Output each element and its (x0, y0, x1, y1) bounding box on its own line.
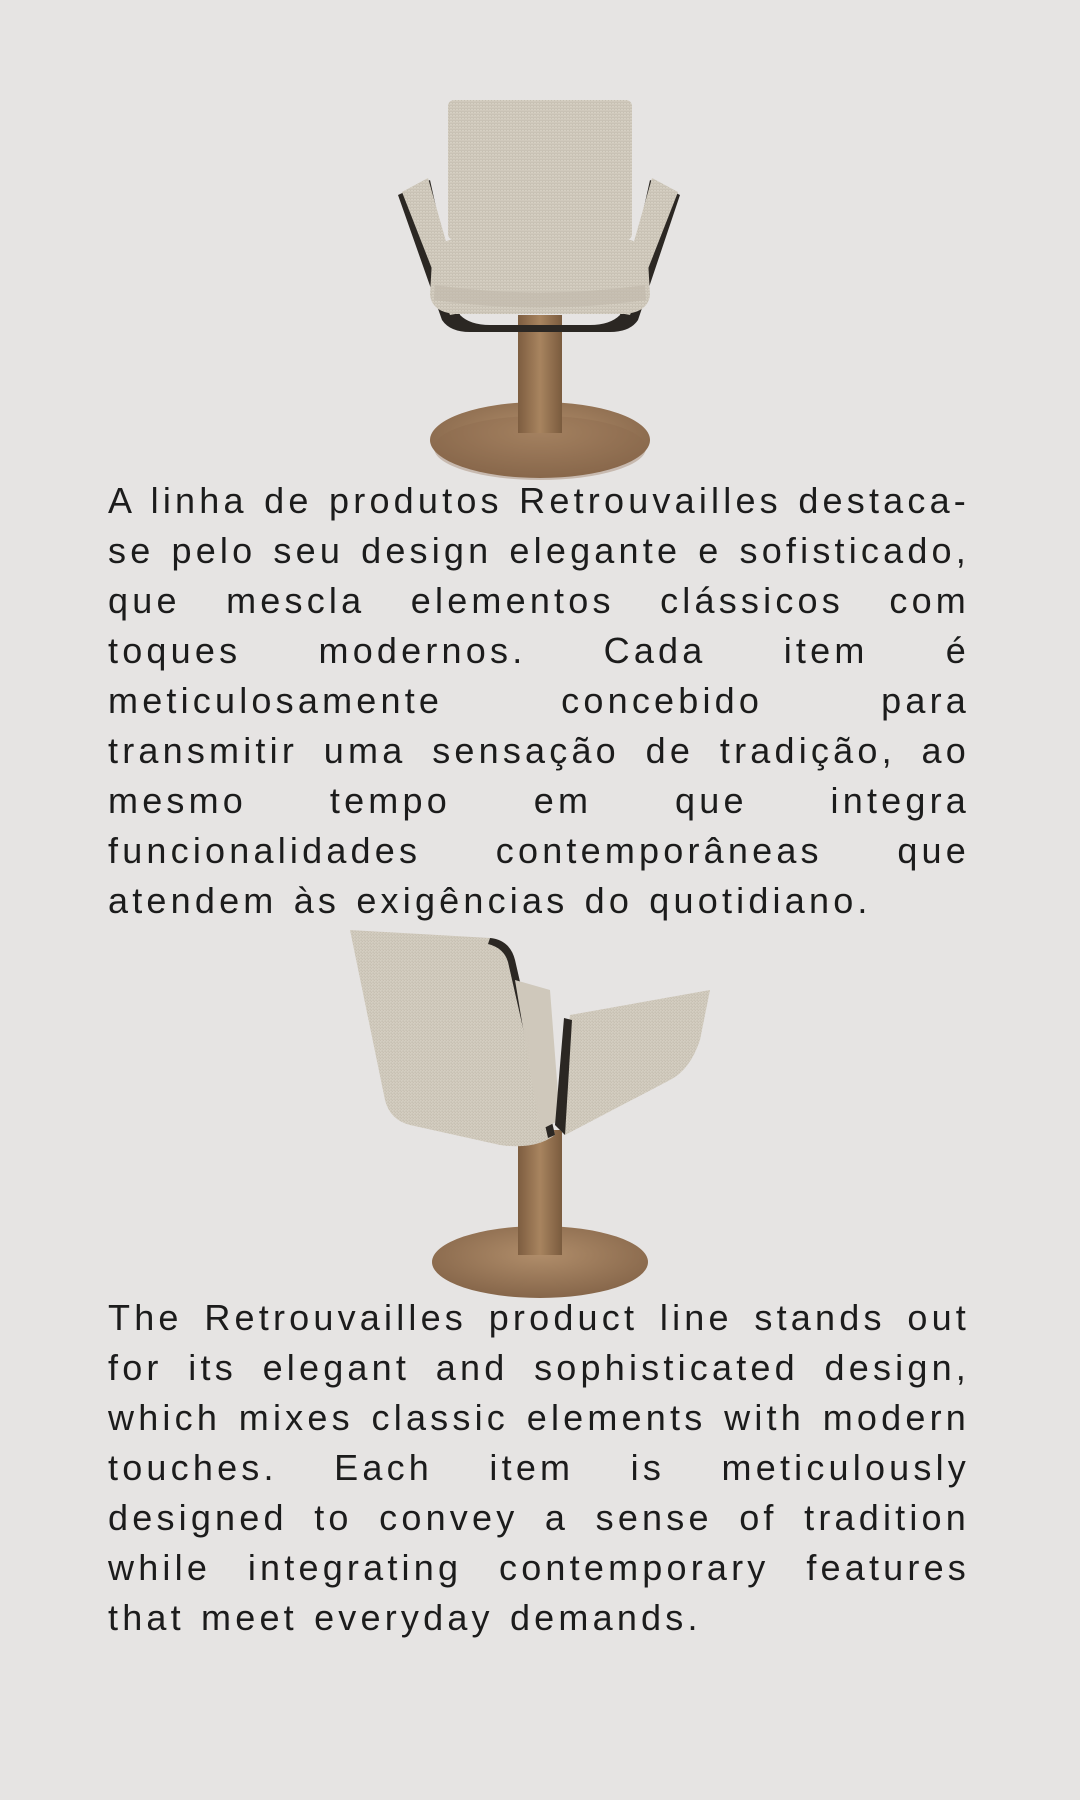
chair-back-icon (350, 920, 730, 1300)
product-description-portuguese: A linha de produtos Retrouvailles destaca-se pelo seu design elegante e sofisticado, que mescla elementos clássicos com toques modernos. Cada item é meticulosamente concebido para transmitir uma sensação de tradição, ao mesmo tempo em que integra funcionalidades contemporâneas que atendem às exigências do quotidiano. (108, 480, 970, 921)
chair-back-image (0, 920, 1080, 1300)
chair-front-icon (380, 100, 700, 480)
chair-front-image (0, 100, 1080, 480)
product-description-english: The Retrouvailles product line stands out for its elegant and sophisticated design, which mixes classic elements with modern touches. Each item is meticulously designed to convey a sense of tradition while integrating contemporary features that meet everyday demands. (108, 1297, 970, 1638)
